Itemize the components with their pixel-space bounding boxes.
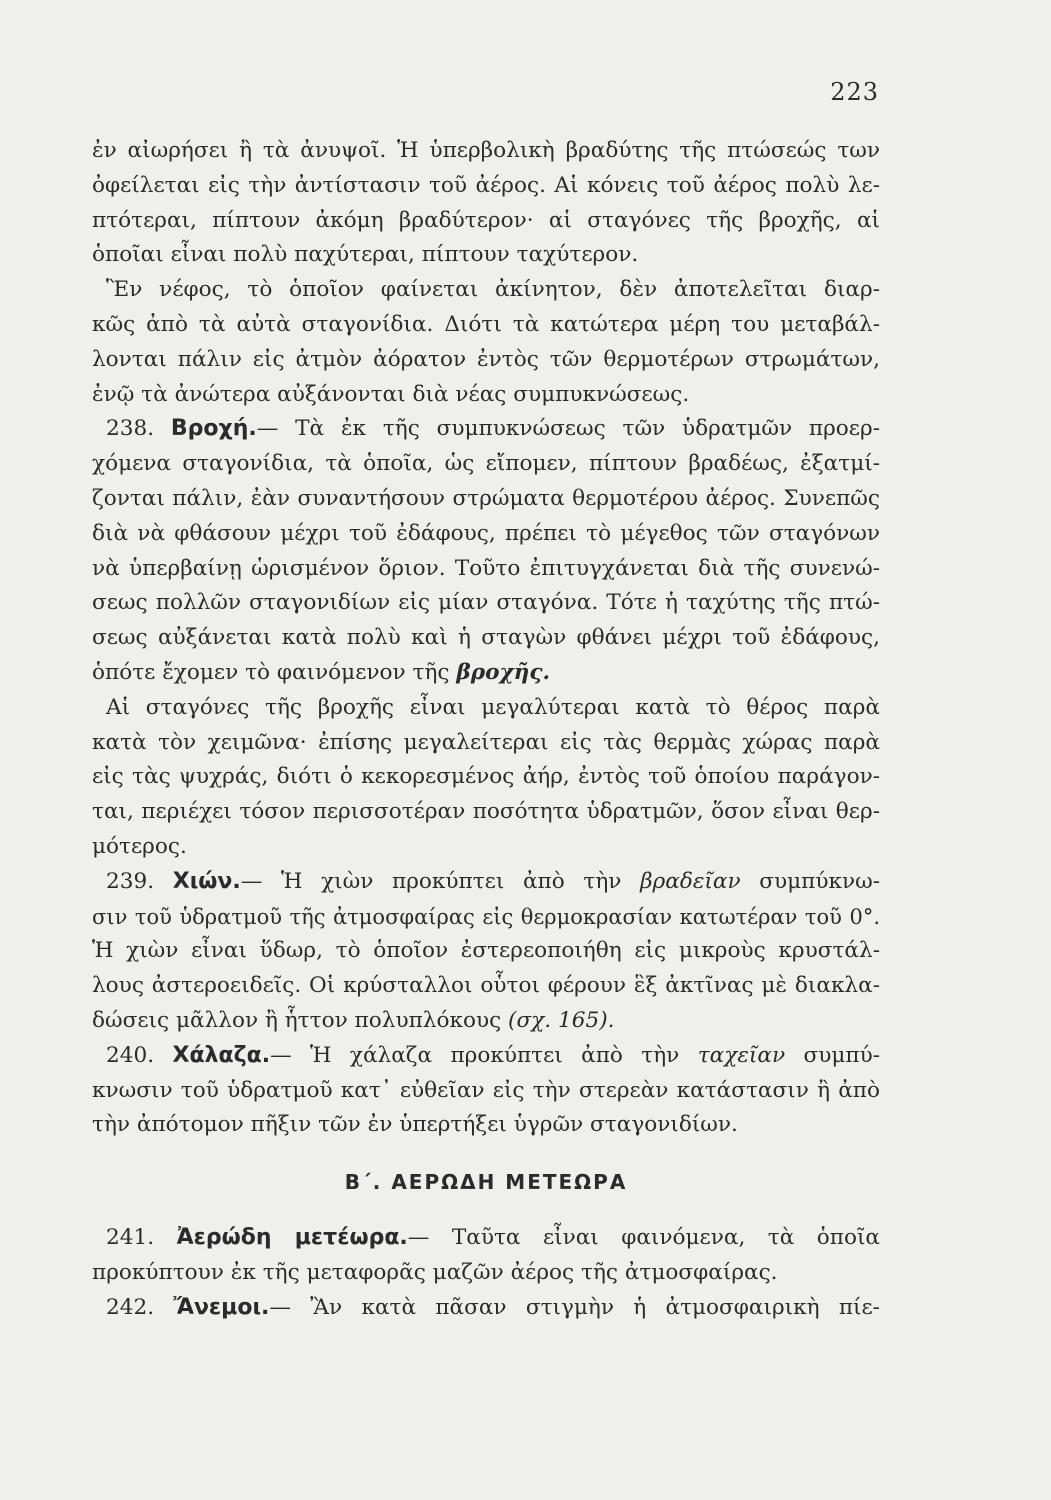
text-line: ἐν αἰωρήσει ἢ τὰ ἀνυψοῖ. Ἡ ὑπερβολικὴ βραδύτης τῆς πτώσεώς των bbox=[92, 138, 880, 163]
text-line: λους ἀστεροειδεῖς. Οἱ κρύσταλλοι οὗτοι φέρουν ἓξ ἀκτῖνας μὲ διακλα- bbox=[92, 973, 880, 999]
text-span: — Ἂν κατὰ πᾶσαν στιγμὴν ἡ ἀτμοσφαιρικὴ πίε- bbox=[269, 1294, 880, 1320]
figure-reference: (σχ. 165). bbox=[508, 1007, 615, 1033]
text-line bbox=[92, 1004, 880, 1039]
text-line: ὁποῖαι εἶναι πολὺ παχύτεραι, πίπτουν ταχύτερον. bbox=[92, 242, 639, 268]
chapter-section-heading: Β΄. ΑΕΡΩΔΗ ΜΕΤΕΩΡΑ bbox=[344, 1170, 628, 1195]
text-span: — Ἡ χάλαζα προκύπτει ἀπὸ τὴν bbox=[270, 1042, 698, 1068]
section-number: 240. bbox=[106, 1042, 155, 1068]
text-span: ὁπότε ἔχομεν τὸ φαινόμενον τῆς bbox=[92, 659, 457, 685]
section-heading-hail: Χάλαζα. bbox=[172, 1042, 271, 1068]
text-line: ἐνῷ τὰ ἀνώτερα αὐξάνονται διὰ νέας συμπυκνώσεως. bbox=[92, 381, 690, 407]
text-line: κατὰ τὸν χειμῶνα· ἐπίσης μεγαλείτεραι εἰς τὰς θερμὰς χώρας παρὰ bbox=[92, 729, 880, 755]
text-line: πτότεραι, πίπτουν ἀκόμη βραδύτερον· αἱ σταγόνες τῆς βροχῆς, αἱ bbox=[92, 207, 880, 233]
text-line: λονται πάλιν εἰς ἀτμὸν ἀόρατον ἐντὸς τῶν θερμοτέρων στρωμάτων, bbox=[92, 346, 880, 372]
emphasis-text: ταχεῖαν bbox=[697, 1042, 786, 1068]
text-line: νὰ ὑπερβαίνῃ ὡρισμένον ὅριον. Τοῦτο ἐπιτυγχάνεται διὰ τῆς συνενώ- bbox=[92, 555, 880, 581]
text-line: ζονται πάλιν, ἐὰν συναντήσουν στρώματα θερμοτέρου ἀέρος. Συνεπῶς bbox=[92, 485, 880, 511]
text-line: τὴν ἀπότομον πῆξιν τῶν ἐν ὑπερτήξει ὑγρῶν σταγονιδίων. bbox=[92, 1112, 738, 1138]
text-line: κῶς ἀπὸ τὰ αὐτὰ σταγονίδια. Διότι τὰ κατώτερα μέρη του μεταβάλ- bbox=[92, 311, 880, 337]
text-line: χόμενα σταγονίδια, τὰ ὁποῖα, ὡς εἴπομεν, πίπτουν βραδέως, ἐξατμί- bbox=[92, 451, 880, 477]
text-line: ὀφείλεται εἰς τὴν ἀντίστασιν τοῦ ἀέρος. Αἱ κόνεις τοῦ ἀέρος πολὺ λε- bbox=[92, 172, 880, 198]
section-number: 238. bbox=[106, 416, 155, 442]
text-line: προκύπτουν ἐκ τῆς μεταφορᾶς μαζῶν ἀέρος τῆς ἀτμοσφαίρας. bbox=[92, 1259, 778, 1285]
text-span: δώσεις μᾶλλον ἢ ἧττον πολυπλόκους bbox=[92, 1007, 509, 1033]
emphasis-text: βροχῆς. bbox=[456, 659, 551, 685]
text-line: ται, περιέχει τόσον περισσοτέραν ποσότητα ὑδρατμῶν, ὅσον εἶναι θερ- bbox=[92, 799, 880, 825]
section-heading-rain: Βροχή. bbox=[170, 416, 257, 442]
section-number: 239. bbox=[106, 868, 155, 894]
text-span: — Ταῦτα εἶναι φαινόμενα, τὰ ὁποῖα bbox=[407, 1225, 880, 1251]
text-span: συμπύ- bbox=[785, 1042, 880, 1068]
section-number: 242. bbox=[106, 1294, 155, 1320]
body-text bbox=[92, 134, 880, 1326]
section-242-first-line bbox=[92, 1291, 880, 1326]
section-240-first-line bbox=[92, 1039, 880, 1074]
text-line: Αἱ σταγόνες τῆς βροχῆς εἶναι μεγαλύτεραι κατὰ τὸ θέρος παρὰ bbox=[106, 694, 880, 720]
text-line: εἰς τὰς ψυχράς, διότι ὁ κεκορεσμένος ἀήρ, ἐντὸς τοῦ ὁποίου παράγον- bbox=[92, 764, 880, 790]
text-line: κνωσιν τοῦ ὑδρατμοῦ κατ᾽ εὐθεῖαν εἰς τὴν στερεὰν κατάστασιν ἢ ἀπὸ bbox=[92, 1077, 880, 1103]
section-number: 241. bbox=[106, 1225, 155, 1251]
section-heading-winds: Ἄνεμοι. bbox=[173, 1294, 270, 1320]
text-line: Ἓν νέφος, τὸ ὁποῖον φαίνεται ἀκίνητον, δὲν ἀποτελεῖται διαρ- bbox=[106, 277, 880, 303]
section-238-first-line bbox=[92, 412, 880, 447]
text-line: μότερος. bbox=[92, 833, 187, 859]
text-line: σιν τοῦ ὑδρατμοῦ τῆς ἀτμοσφαίρας εἰς θερμοκρασίαν κατωτέραν τοῦ 0°. bbox=[92, 904, 880, 929]
text-line: σεως πολλῶν σταγονιδίων εἰς μίαν σταγόνα. Τότε ἡ ταχύτης τῆς πτώ- bbox=[92, 590, 880, 616]
page-number: 223 bbox=[830, 78, 879, 106]
text-line bbox=[92, 656, 880, 691]
section-heading-air-meteors: Ἀερώδη μετέωρα. bbox=[176, 1225, 408, 1251]
text-span: — Ἡ χιὼν προκύπτει ἀπὸ τὴν bbox=[240, 868, 641, 894]
text-line: Ἡ χιὼν εἶναι ὕδωρ, τὸ ὁποῖον ἐστερεοποιήθη εἰς μικροὺς κρυστάλ- bbox=[92, 938, 880, 964]
section-239-first-line bbox=[92, 865, 880, 900]
text-span: συμπύκνω- bbox=[740, 868, 880, 894]
text-line: σεως αὐξάνεται κατὰ πολὺ καὶ ἡ σταγὼν φθάνει μέχρι τοῦ ἐδάφους, bbox=[92, 625, 880, 651]
section-heading-snow: Χιών. bbox=[172, 868, 241, 894]
text-span: — Τὰ ἐκ τῆς συμπυκνώσεως τῶν ὑδρατμῶν προερ- bbox=[256, 416, 880, 442]
text-line: διὰ νὰ φθάσουν μέχρι τοῦ ἐδάφους, πρέπει τὸ μέγεθος τῶν σταγόνων bbox=[92, 520, 880, 546]
emphasis-text: βραδεῖαν bbox=[640, 868, 741, 894]
section-241-first-line bbox=[92, 1221, 880, 1256]
